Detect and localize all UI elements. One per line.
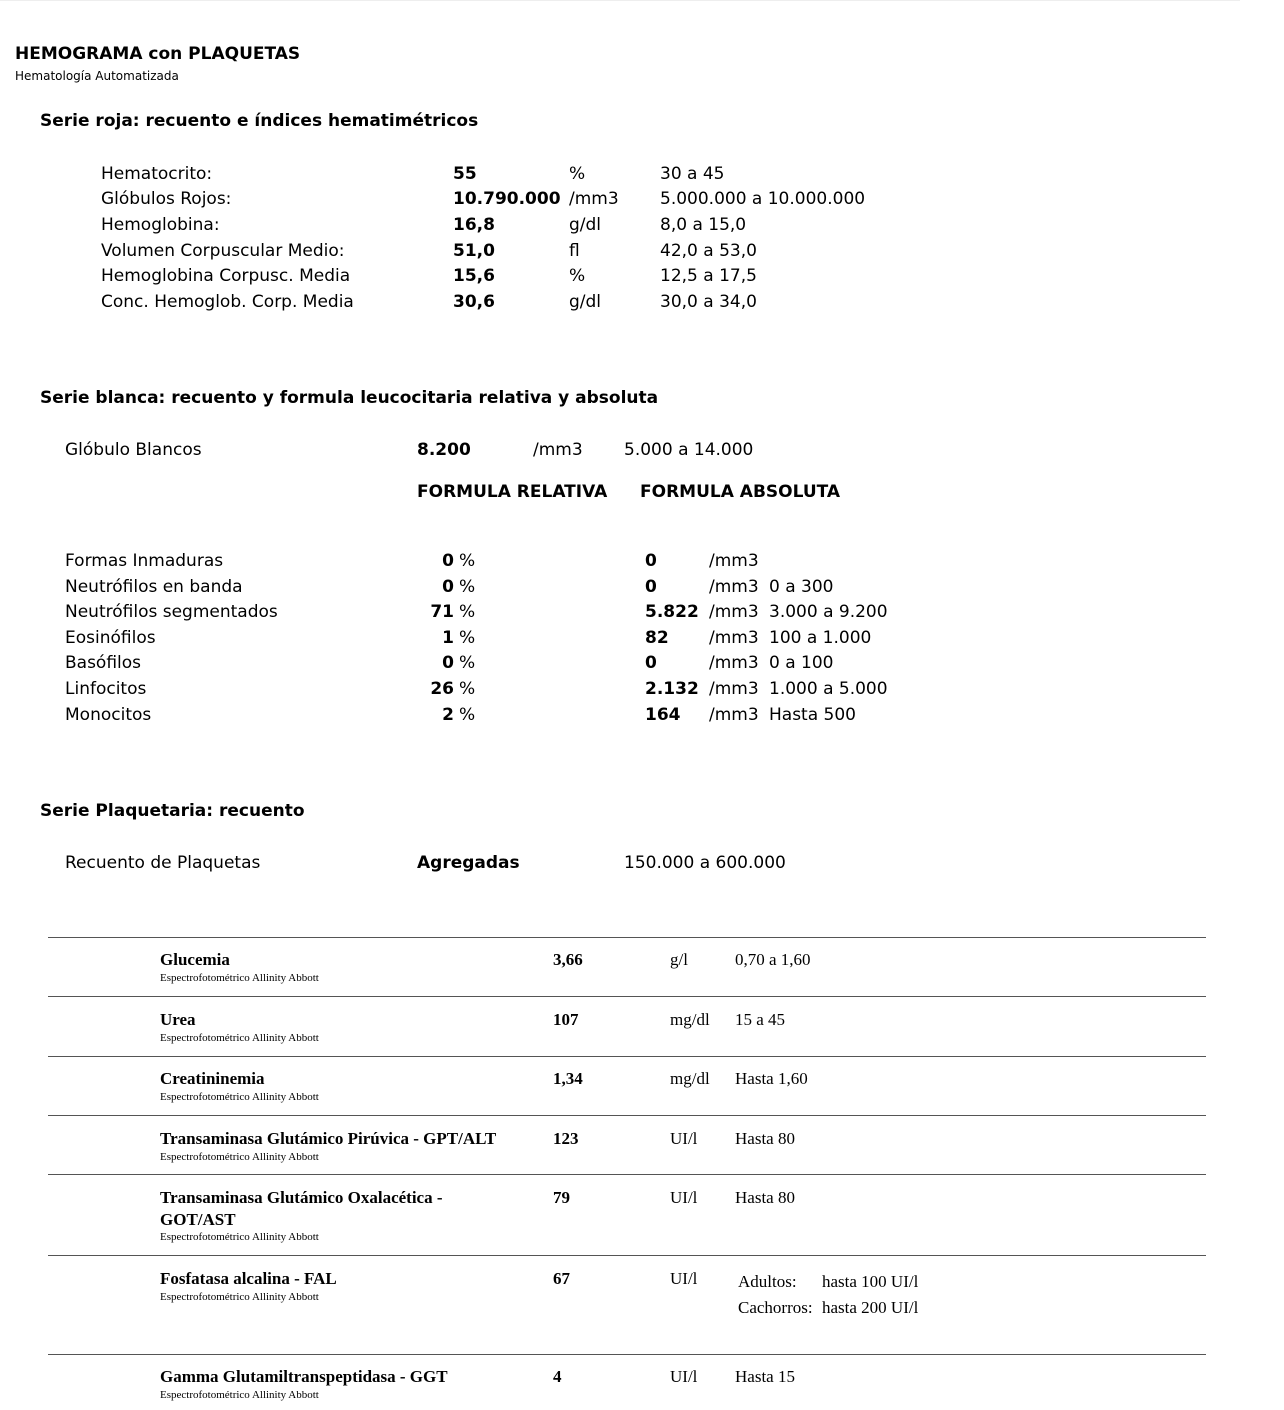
roja-row-unit: /mm3 bbox=[569, 189, 619, 209]
blanca-row-relative-unit: % bbox=[459, 628, 476, 648]
blanca-row-relative-unit: % bbox=[459, 679, 476, 699]
chem-range-value: hasta 100 UI/l bbox=[822, 1272, 919, 1291]
roja-row-range: 8,0 a 15,0 bbox=[660, 215, 747, 235]
blanca-row-relative: 2 bbox=[442, 705, 454, 725]
blanca-row-relative-unit: % bbox=[459, 577, 476, 597]
blanca-row-absolute-unit: /mm3 bbox=[709, 679, 759, 699]
blanca-row-range: Hasta 500 bbox=[769, 705, 856, 725]
roja-row-value: 55 bbox=[453, 164, 477, 184]
globulos-blancos-unit: /mm3 bbox=[533, 440, 583, 460]
blanca-row-relative: 0 bbox=[442, 653, 454, 673]
chem-test-unit: UI/l bbox=[670, 1129, 698, 1148]
chem-test-method: Espectrofotométrico Allinity Abbott bbox=[160, 972, 319, 984]
row-divider bbox=[48, 1255, 1206, 1256]
blanca-row-label: Eosinófilos bbox=[65, 628, 156, 648]
roja-row-label: Hemoglobina Corpusc. Media bbox=[101, 266, 351, 286]
roja-row-range: 12,5 a 17,5 bbox=[660, 266, 757, 286]
serie-roja-heading: Serie roja: recuento e índices hematimétricos bbox=[40, 111, 479, 131]
roja-row-range: 5.000.000 a 10.000.000 bbox=[660, 189, 866, 209]
roja-row-range: 42,0 a 53,0 bbox=[660, 241, 757, 261]
blanca-row-label: Neutrófilos en banda bbox=[65, 577, 243, 597]
chem-test-value: 3,66 bbox=[553, 950, 583, 969]
roja-row-value: 16,8 bbox=[453, 215, 495, 235]
row-divider bbox=[48, 937, 1206, 938]
chem-test-range: 0,70 a 1,60 bbox=[735, 950, 811, 969]
globulos-blancos-range: 5.000 a 14.000 bbox=[624, 440, 754, 460]
chem-test-method: Espectrofotométrico Allinity Abbott bbox=[160, 1151, 319, 1163]
chem-test-method: Espectrofotométrico Allinity Abbott bbox=[160, 1032, 319, 1044]
roja-row-value: 15,6 bbox=[453, 266, 495, 286]
chem-test-method: Espectrofotométrico Allinity Abbott bbox=[160, 1291, 319, 1303]
report-subtitle: Hematología Automatizada bbox=[15, 69, 179, 83]
chem-test-range: 15 a 45 bbox=[735, 1010, 786, 1029]
chem-test-method: Espectrofotométrico Allinity Abbott bbox=[160, 1389, 319, 1401]
formula-absoluta-header: FORMULA ABSOLUTA bbox=[640, 482, 841, 502]
roja-row-range: 30 a 45 bbox=[660, 164, 725, 184]
row-divider bbox=[48, 1174, 1206, 1175]
blanca-row-absolute-unit: /mm3 bbox=[709, 602, 759, 622]
roja-row-label: Hematocrito: bbox=[101, 164, 213, 184]
blanca-row-range: 3.000 a 9.200 bbox=[769, 602, 888, 622]
blanca-row-relative: 26 bbox=[430, 679, 454, 699]
chem-test-value: 1,34 bbox=[553, 1069, 583, 1088]
roja-row-range: 30,0 a 34,0 bbox=[660, 292, 757, 312]
plaquetas-value: Agregadas bbox=[417, 853, 520, 873]
blanca-row-absolute: 0 bbox=[645, 653, 657, 673]
chem-test-name: Gamma Glutamiltranspeptidasa - GGT bbox=[160, 1367, 448, 1386]
plaquetas-range: 150.000 a 600.000 bbox=[624, 853, 786, 873]
blanca-row-absolute-unit: /mm3 bbox=[709, 705, 759, 725]
chem-test-unit: UI/l bbox=[670, 1269, 698, 1288]
chem-test-name: Creatininemia bbox=[160, 1069, 265, 1088]
roja-row-unit: g/dl bbox=[569, 215, 602, 235]
blanca-row-absolute: 164 bbox=[645, 705, 681, 725]
blanca-row-absolute-unit: /mm3 bbox=[709, 653, 759, 673]
roja-row-value: 10.790.000 bbox=[453, 189, 561, 209]
chem-test-name: Urea bbox=[160, 1010, 196, 1029]
blanca-row-relative: 71 bbox=[430, 602, 454, 622]
roja-row-unit: g/dl bbox=[569, 292, 602, 312]
chem-test-value: 4 bbox=[553, 1367, 562, 1386]
blanca-row-absolute: 0 bbox=[645, 577, 657, 597]
formula-relativa-header: FORMULA RELATIVA bbox=[417, 482, 608, 502]
blanca-row-absolute-unit: /mm3 bbox=[709, 628, 759, 648]
chem-test-method: Espectrofotométrico Allinity Abbott bbox=[160, 1091, 319, 1103]
blanca-row-label: Formas Inmaduras bbox=[65, 551, 224, 571]
chem-test-unit: mg/dl bbox=[670, 1010, 710, 1029]
chem-test-name: Glucemia bbox=[160, 950, 230, 969]
chem-test-unit: mg/dl bbox=[670, 1069, 710, 1088]
blanca-row-range: 100 a 1.000 bbox=[769, 628, 872, 648]
blanca-row-range: 0 a 300 bbox=[769, 577, 834, 597]
chem-test-value: 67 bbox=[553, 1269, 570, 1288]
blanca-row-range: 1.000 a 5.000 bbox=[769, 679, 888, 699]
chem-test-unit: UI/l bbox=[670, 1188, 698, 1207]
chem-test-name: Transaminasa Glutámico Pirúvica - GPT/ALT bbox=[160, 1129, 497, 1148]
serie-plaquetaria-heading: Serie Plaquetaria: recuento bbox=[40, 801, 305, 821]
blanca-row-absolute-unit: /mm3 bbox=[709, 577, 759, 597]
roja-row-label: Hemoglobina: bbox=[101, 215, 220, 235]
chem-test-value: 79 bbox=[553, 1188, 570, 1207]
roja-row-value: 51,0 bbox=[453, 241, 495, 261]
row-divider bbox=[48, 1115, 1206, 1116]
blanca-row-label: Basófilos bbox=[65, 653, 142, 673]
chem-test-value: 123 bbox=[553, 1129, 579, 1148]
row-divider bbox=[48, 1056, 1206, 1057]
chem-test-name: Fosfatasa alcalina - FAL bbox=[160, 1269, 337, 1288]
roja-row-unit: % bbox=[569, 266, 586, 286]
blanca-row-absolute: 2.132 bbox=[645, 679, 699, 699]
blanca-row-relative-unit: % bbox=[459, 653, 476, 673]
chem-test-range: Hasta 80 bbox=[735, 1188, 795, 1207]
roja-row-unit: fl bbox=[569, 241, 580, 261]
chem-test-unit: UI/l bbox=[670, 1367, 698, 1386]
report-title: HEMOGRAMA con PLAQUETAS bbox=[15, 44, 301, 64]
blanca-row-absolute: 82 bbox=[645, 628, 669, 648]
blanca-row-label: Linfocitos bbox=[65, 679, 147, 699]
chem-test-unit: g/l bbox=[670, 950, 688, 969]
blanca-row-relative-unit: % bbox=[459, 602, 476, 622]
globulos-blancos-label: Glóbulo Blancos bbox=[65, 440, 202, 460]
page-top-border bbox=[0, 0, 1240, 1]
chem-test-range: Hasta 80 bbox=[735, 1129, 795, 1148]
blanca-row-relative-unit: % bbox=[459, 705, 476, 725]
blanca-row-absolute: 0 bbox=[645, 551, 657, 571]
chem-range-value: hasta 200 UI/l bbox=[822, 1298, 919, 1317]
chem-range-label: Cachorros: bbox=[738, 1298, 813, 1317]
roja-row-value: 30,6 bbox=[453, 292, 495, 312]
blanca-row-absolute: 5.822 bbox=[645, 602, 699, 622]
chem-test-name: Transaminasa Glutámico Oxalacética - bbox=[160, 1188, 443, 1207]
row-divider bbox=[48, 1354, 1206, 1355]
blanca-row-range: 0 a 100 bbox=[769, 653, 834, 673]
chem-range-label: Adultos: bbox=[738, 1272, 797, 1291]
chem-test-range: Hasta 1,60 bbox=[735, 1069, 808, 1088]
chem-test-range: Hasta 15 bbox=[735, 1367, 795, 1386]
chem-test-method: Espectrofotométrico Allinity Abbott bbox=[160, 1231, 319, 1243]
blanca-row-relative: 1 bbox=[442, 628, 454, 648]
plaquetas-label: Recuento de Plaquetas bbox=[65, 853, 261, 873]
chem-test-name-cont: GOT/AST bbox=[160, 1210, 236, 1229]
serie-blanca-heading: Serie blanca: recuento y formula leucocitaria relativa y absoluta bbox=[40, 388, 659, 408]
blanca-row-label: Monocitos bbox=[65, 705, 152, 725]
blanca-row-absolute-unit: /mm3 bbox=[709, 551, 759, 571]
blanca-row-label: Neutrófilos segmentados bbox=[65, 602, 278, 622]
globulos-blancos-value: 8.200 bbox=[417, 440, 471, 460]
roja-row-label: Glóbulos Rojos: bbox=[101, 189, 232, 209]
roja-row-label: Conc. Hemoglob. Corp. Media bbox=[101, 292, 354, 312]
blanca-row-relative: 0 bbox=[442, 551, 454, 571]
roja-row-unit: % bbox=[569, 164, 586, 184]
blanca-row-relative: 0 bbox=[442, 577, 454, 597]
chem-test-value: 107 bbox=[553, 1010, 579, 1029]
blanca-row-relative-unit: % bbox=[459, 551, 476, 571]
row-divider bbox=[48, 996, 1206, 997]
roja-row-label: Volumen Corpuscular Medio: bbox=[101, 241, 345, 261]
